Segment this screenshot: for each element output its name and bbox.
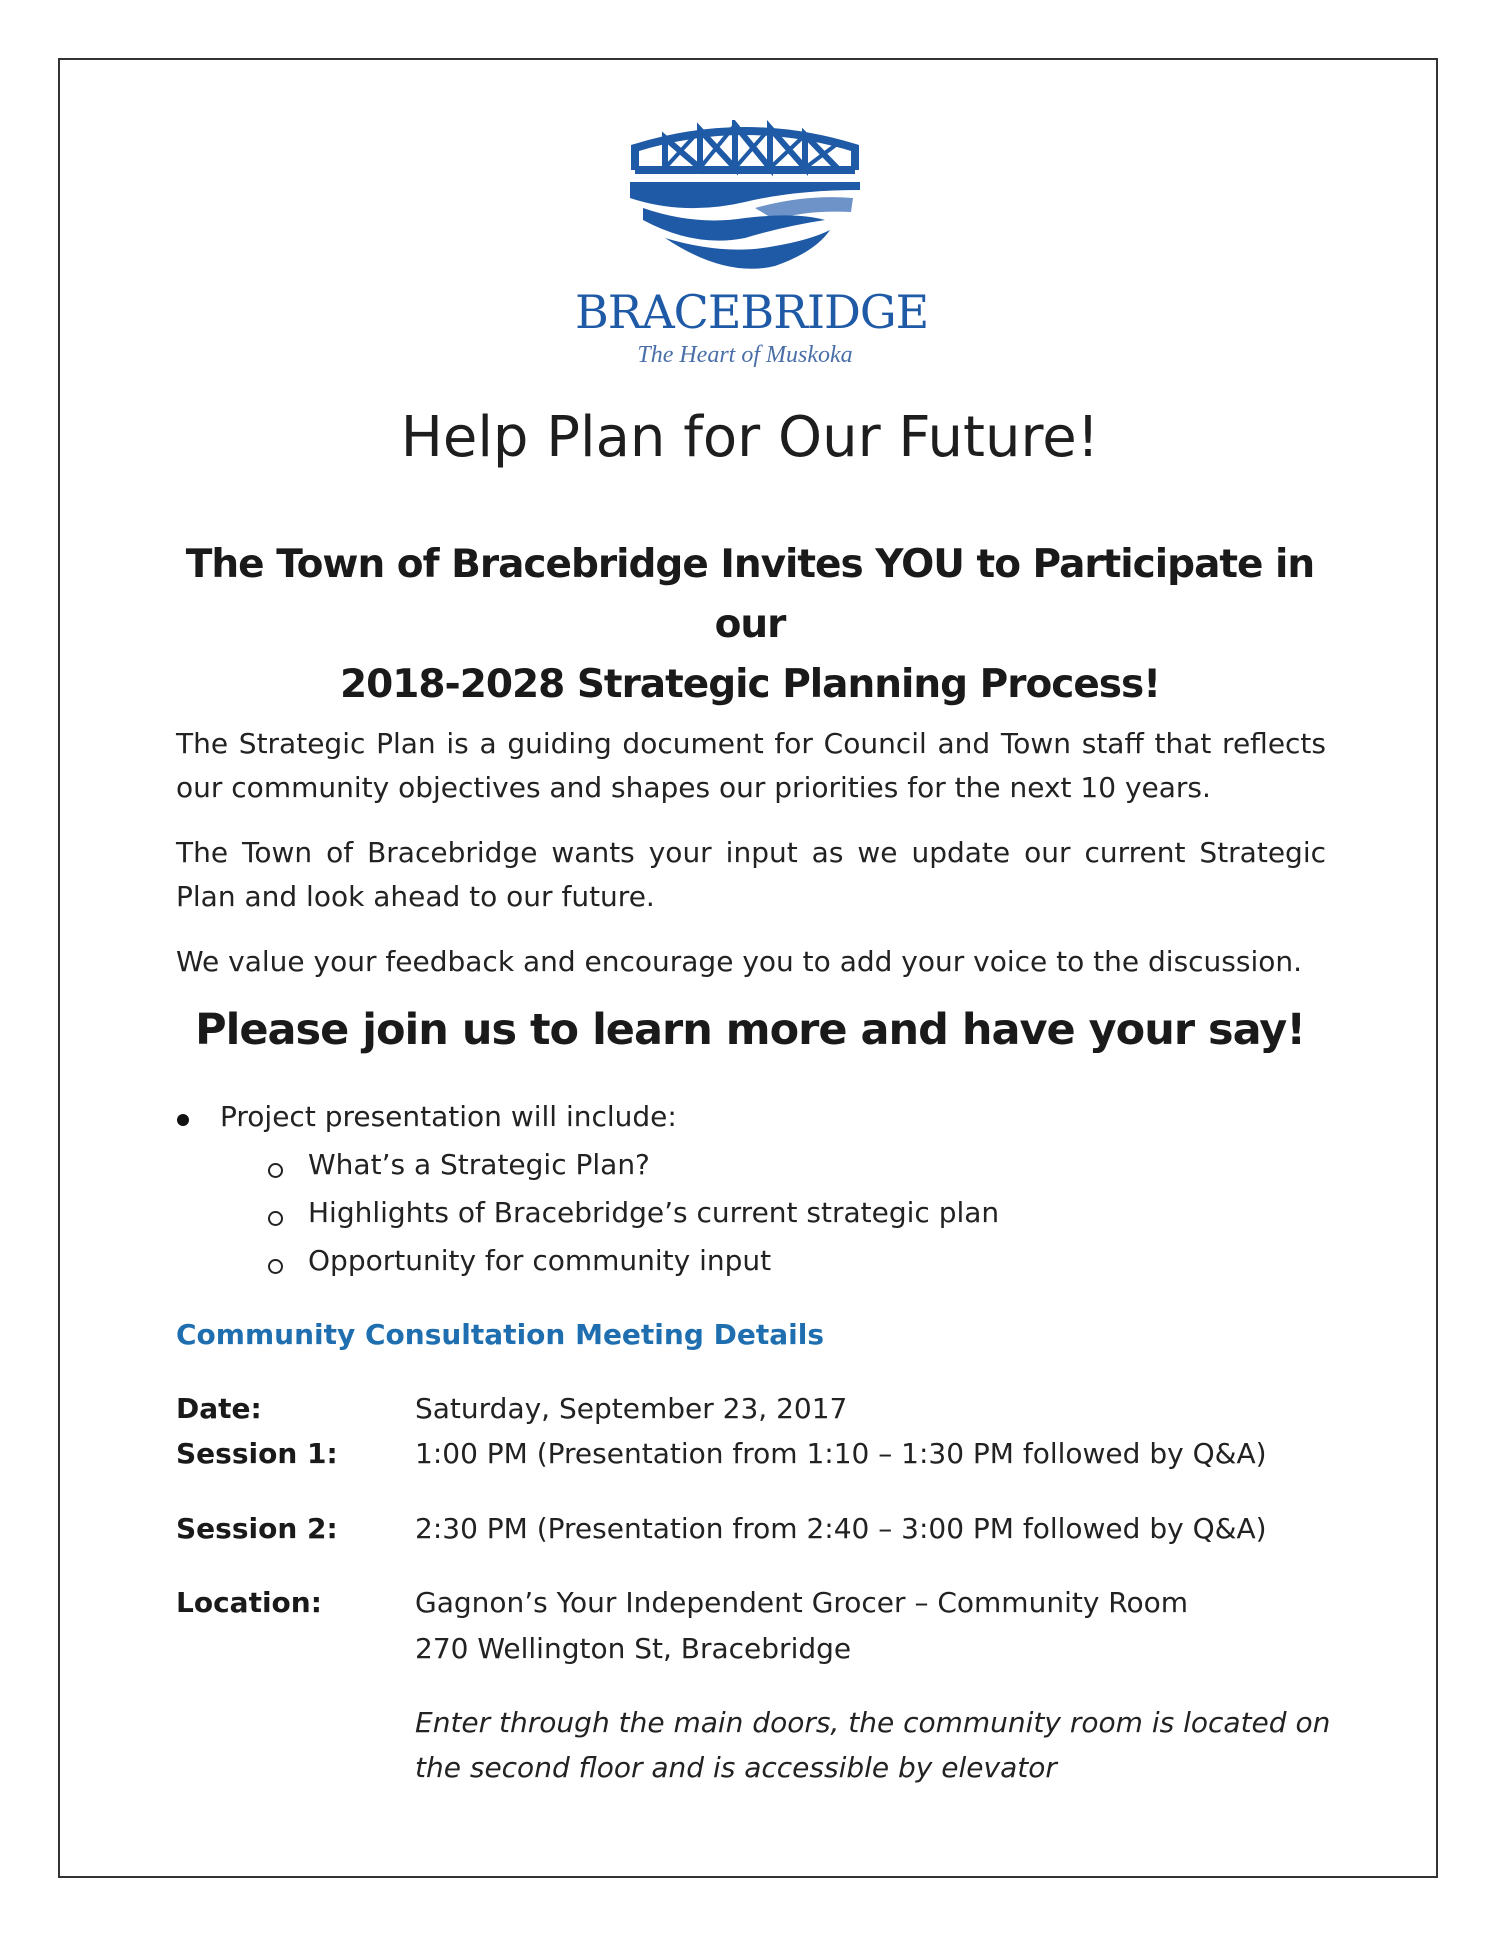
- meeting-details-heading: Community Consultation Meeting Details: [176, 1318, 825, 1351]
- circle-bullet-icon: [268, 1163, 283, 1178]
- subtitle-line-2: 2018-2028 Strategic Planning Process!: [339, 662, 1161, 707]
- input-paragraph: The Town of Bracebridge wants your input as we update our current Strategic Plan and look ahead to our future.: [176, 836, 1326, 913]
- list-item: Opportunity for community input: [308, 1244, 772, 1277]
- date-label: Date:: [176, 1392, 262, 1425]
- session-1-label: Session 1:: [176, 1437, 338, 1470]
- logo-wordmark: BRACEBRIDGE: [575, 285, 929, 339]
- date-value: Saturday, September 23, 2017: [415, 1392, 848, 1425]
- bridge-river-icon: [625, 120, 865, 280]
- session-1-value: 1:00 PM (Presentation from 1:10 – 1:30 PM followed by Q&A): [415, 1437, 1267, 1470]
- logo-tagline: The Heart of Muskoka: [637, 342, 853, 368]
- intro-paragraph: The Strategic Plan is a guiding document for Council and Town staff that reflects our community objectives and shapes our priorities for the next 10 years.: [176, 727, 1326, 804]
- location-line-1: Gagnon’s Your Independent Grocer – Community Room: [415, 1586, 1189, 1619]
- callout-heading: Please join us to learn more and have your say!: [195, 1005, 1305, 1055]
- bracebridge-logo: [575, 120, 929, 370]
- subtitle-line-1: The Town of Bracebridge Invites YOU to Participate in our: [185, 542, 1315, 647]
- circle-bullet-icon: [268, 1211, 283, 1226]
- session-2-label: Session 2:: [176, 1512, 338, 1545]
- session-2-value: 2:30 PM (Presentation from 2:40 – 3:00 PM followed by Q&A): [415, 1512, 1267, 1545]
- list-item: Highlights of Bracebridge’s current strategic plan: [308, 1196, 1000, 1229]
- subtitle: [160, 535, 1340, 715]
- page-title: Help Plan for Our Future!: [400, 405, 1100, 470]
- circle-bullet-icon: [268, 1259, 283, 1274]
- feedback-paragraph: We value your feedback and encourage you to add your voice to the discussion.: [176, 945, 1303, 978]
- presentation-intro: Project presentation will include:: [220, 1100, 677, 1133]
- location-label: Location:: [176, 1586, 322, 1619]
- list-item: What’s a Strategic Plan?: [308, 1148, 650, 1181]
- bullet-dot-icon: [177, 1114, 189, 1126]
- location-line-2: 270 Wellington St, Bracebridge: [415, 1632, 852, 1665]
- access-note: Enter through the main doors, the community room is located on the second floor and is accessible by elevator: [415, 1706, 1331, 1784]
